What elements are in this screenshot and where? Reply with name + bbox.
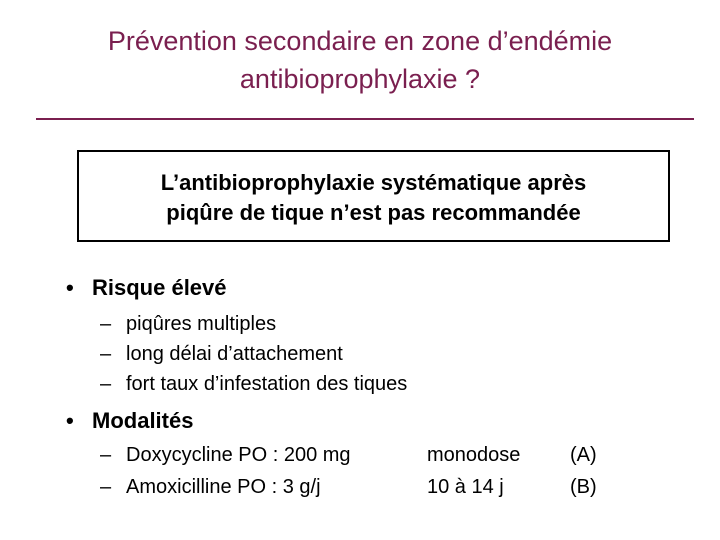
slide-title-line1: Prévention secondaire en zone d’endémie (107, 26, 613, 56)
treatment-row-drug (100, 476, 321, 499)
treatment-row-duration: 10 à 14 j (427, 476, 504, 498)
dash-icon: – (100, 313, 112, 335)
section-heading-label: Risque élevé (92, 275, 227, 300)
list-item (100, 373, 407, 396)
treatment-row-grade: (A) (570, 444, 597, 466)
dash-icon: – (100, 444, 112, 466)
recommendation-box (77, 150, 670, 242)
treatment-row-duration: monodose (427, 444, 521, 466)
drug-label: Amoxicilline PO : 3 g/j (126, 476, 321, 498)
section-heading-risque (66, 275, 227, 301)
list-item-label: piqûres multiples (126, 313, 277, 335)
dash-icon: – (100, 476, 112, 498)
recommendation-line2: piqûre de tique n’est pas recommandée (166, 200, 581, 225)
section-heading-modalites (66, 408, 193, 434)
title-divider (36, 118, 694, 120)
drug-label: Doxycycline PO : 200 mg (126, 444, 351, 466)
recommendation-line1: L’antibioprophylaxie systématique après (160, 170, 587, 195)
list-item (100, 313, 276, 336)
list-item-label: long délai d’attachement (126, 343, 343, 365)
dash-icon: – (100, 373, 112, 395)
dash-icon: – (100, 343, 112, 365)
section-heading-label: Modalités (92, 408, 194, 433)
bullet-icon: • (66, 408, 74, 433)
list-item (100, 343, 343, 366)
list-item-label: fort taux d’infestation des tiques (126, 373, 408, 395)
treatment-row-drug (100, 444, 351, 467)
slide-title (0, 22, 720, 98)
treatment-row-grade: (B) (570, 476, 597, 498)
bullet-icon: • (66, 275, 74, 300)
slide-title-line2: antibioprophylaxie ? (239, 64, 481, 94)
